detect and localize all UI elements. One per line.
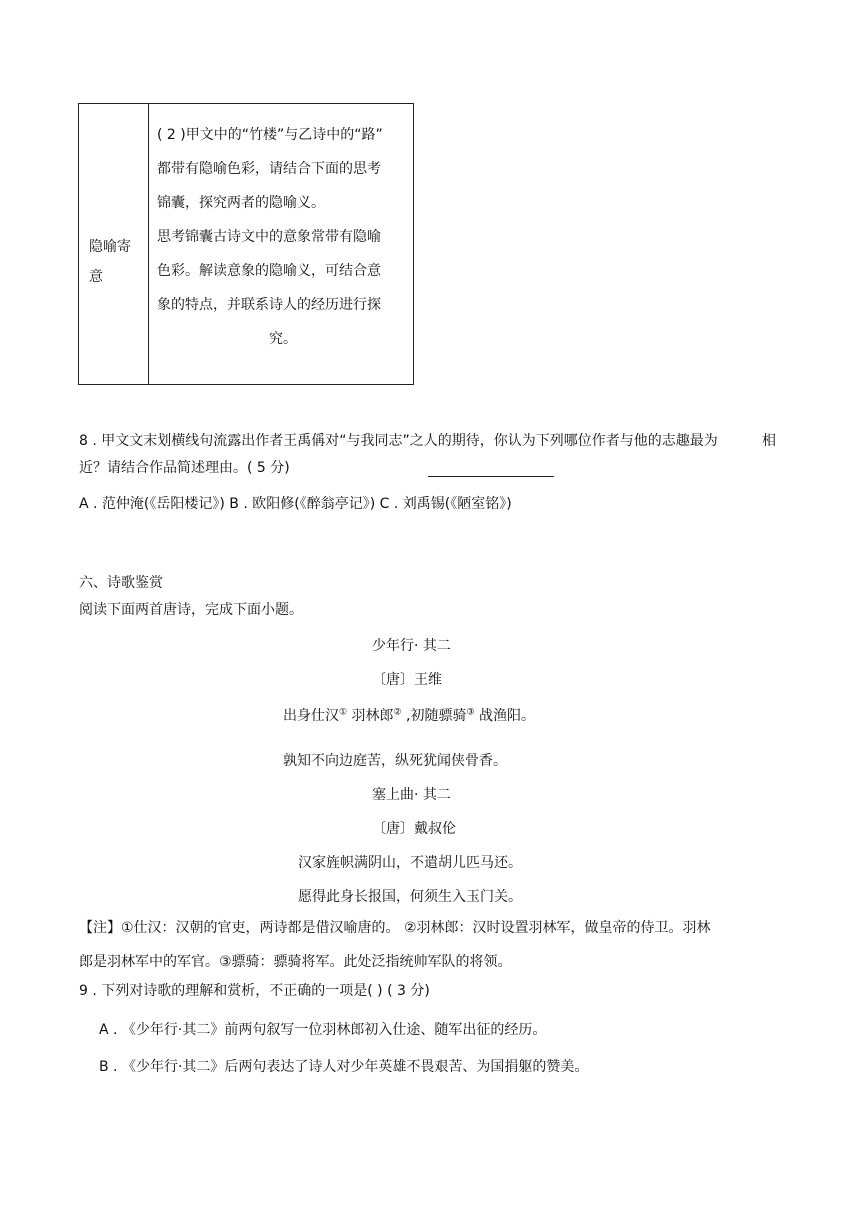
section-intro: 阅读下面两首唐诗，完成下面小题。 [79, 602, 303, 618]
poem2-title: 塞上曲· 其二 [372, 787, 451, 803]
poem1-title: 少年行· 其二 [372, 638, 451, 654]
table-left-label-line1: 隐喻寄 [89, 239, 131, 255]
section-heading: 六、诗歌鉴赏 [79, 575, 163, 591]
poem1-line2: 孰知不向边庭苦，纵死犹闻侠骨香。 [283, 753, 507, 769]
question-9-option-a: A . 《少年行·其二》前两句叙写一位羽林郎初入仕途、随军出征的经历。 [99, 1022, 547, 1038]
question-8-options: A . 范仲淹(《岳阳楼记》) B . 欧阳修(《醉翁亭记》) C . 刘禹锡(《陋室铭》) [79, 496, 512, 512]
note-marker-1: ① [339, 707, 348, 718]
question-8-line1: 8 . 甲文文末划横线句流露出作者王禹偁对“与我同志”之人的期待，你认为下列哪位作者与他的志趣最为 [79, 433, 718, 449]
poem2-author: 〔唐〕戴叔伦 [372, 821, 456, 837]
table-right-line: 锦囊，探究两者的隐喻义。 [157, 195, 325, 211]
question-8-line2: 近？请结合作品简述理由。( 5 分) [79, 460, 290, 476]
poem1-line1-part-a: 出身仕汉 [283, 708, 339, 724]
poem1-line1-part-c: ,初随骠骑 [401, 708, 467, 724]
poem1-line1-part-b: 羽林郎 [347, 708, 394, 724]
poem1-line1-part-d: 战渔阳。 [474, 708, 536, 724]
table-right-line: 象的特点，并联系诗人的经历进行探 [157, 297, 381, 313]
note-marker-2: ② [393, 707, 402, 718]
table-right-line: 都带有隐喻色彩，请结合下面的思考 [157, 161, 381, 177]
question-8-line1-end: 相 [762, 433, 776, 449]
note-marker-3: ③ [466, 707, 475, 718]
poem1-line1 [283, 705, 535, 725]
table-divider [148, 104, 149, 384]
table-left-cell [89, 232, 131, 292]
question-9-option-b: B . 《少年行·其二》后两句表达了诗人对少年英雄不畏艰苦、为国捐躯的赞美。 [99, 1059, 589, 1075]
question-9-stem: 9 . 下列对诗歌的理解和赏析，不正确的一项是( ) ( 3 分) [79, 983, 430, 999]
table-right-line: 思考锦囊古诗文中的意象常带有隐喻 [157, 229, 381, 245]
table-right-line: 色彩。解读意象的隐喻义，可结合意 [157, 263, 381, 279]
answer-underline [428, 476, 554, 477]
table-right-line: ( 2 )甲文中的“竹楼”与乙诗中的“路” [157, 127, 383, 143]
note-line1: 【注】①仕汉：汉朝的官吏，两诗都是借汉喻唐的。 ②羽林郎：汉时设置羽林军，做皇帝的侍卫。羽林 [79, 920, 711, 936]
poem1-author: 〔唐〕王维 [372, 672, 442, 688]
table-left-label-line2: 意 [89, 269, 103, 285]
note-line2: 郎是羽林军中的军官。③骠骑：骠骑将军。此处泛指统帅军队的将领。 [79, 954, 512, 970]
table-right-line: 究。 [269, 331, 297, 347]
poem2-line2: 愿得此身长报国，何须生入玉门关。 [298, 889, 522, 905]
table-right-cell [157, 118, 409, 356]
poem2-line1: 汉家旌帜满阴山，不遣胡儿匹马还。 [298, 855, 522, 871]
info-table [78, 103, 414, 385]
